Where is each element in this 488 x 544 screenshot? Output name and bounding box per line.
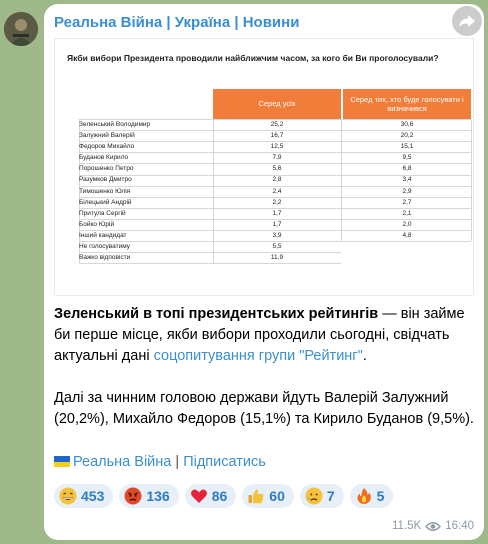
reaction-count: 86 bbox=[211, 488, 228, 504]
row-divider bbox=[79, 163, 471, 164]
value-decided: 9,5 bbox=[402, 154, 412, 162]
grin-emoji-icon bbox=[59, 487, 77, 505]
p1-rest: — він займе би перше місце, якби вибори проходили сьогодні, свідчать актуальні дані bbox=[54, 306, 465, 364]
column-header-decided: Серед тих, хто буде голосувати і визначився bbox=[343, 89, 471, 119]
row-divider bbox=[79, 263, 341, 264]
message-text bbox=[54, 304, 474, 430]
message-meta bbox=[392, 520, 474, 532]
candidate-name: Буданов Кирило bbox=[79, 154, 129, 162]
reaction-count: 453 bbox=[81, 488, 105, 504]
reaction-button[interactable] bbox=[54, 484, 113, 508]
value-decided: 6,8 bbox=[402, 165, 412, 173]
row-divider bbox=[79, 186, 471, 187]
bold-lead: Зеленський в топі президентських рейтингів bbox=[54, 306, 379, 322]
poll-question: Якби вибори Президента проводили найближчим часом, за кого би Ви проголосували? bbox=[67, 53, 439, 63]
reaction-count: 60 bbox=[269, 488, 285, 504]
row-divider bbox=[79, 175, 471, 176]
reaction-count: 7 bbox=[326, 488, 335, 504]
poll-source-link[interactable]: соцопитування групи "Рейтинг" bbox=[153, 348, 363, 364]
footer-links bbox=[54, 454, 266, 470]
value-all: 1,7 bbox=[272, 209, 282, 217]
message-bubble bbox=[44, 4, 484, 540]
channel-link[interactable]: Реальна Війна bbox=[73, 454, 172, 470]
candidate-name: Бойко Юрій bbox=[79, 220, 115, 228]
candidate-name: Федоров Михайло bbox=[79, 143, 135, 151]
value-decided: 2,0 bbox=[402, 220, 412, 228]
reactions-bar bbox=[54, 484, 393, 508]
angry-emoji-icon bbox=[124, 487, 142, 505]
value-all: 1,7 bbox=[272, 220, 282, 228]
value-all: 2,2 bbox=[272, 198, 282, 206]
channel-title[interactable]: Реальна Війна | Україна | Новини bbox=[54, 14, 300, 31]
value-decided: 20,2 bbox=[400, 132, 414, 140]
poll-table-image[interactable] bbox=[54, 38, 474, 296]
value-all: 12,5 bbox=[270, 143, 284, 151]
value-all: 5,5 bbox=[272, 243, 282, 251]
value-decided: 2,7 bbox=[402, 198, 412, 206]
column-divider bbox=[471, 119, 472, 241]
value-all: 11,9 bbox=[270, 254, 284, 262]
candidate-name: Білецький Андрій bbox=[79, 198, 132, 206]
candidate-name: Разумков Дмитро bbox=[79, 176, 132, 184]
value-decided: 4,8 bbox=[402, 231, 412, 239]
row-divider bbox=[79, 208, 471, 209]
thumbs-up-emoji-icon bbox=[247, 487, 265, 505]
share-arrow-icon bbox=[452, 6, 482, 36]
view-count: 11.5K bbox=[392, 520, 422, 532]
reaction-count: 136 bbox=[146, 488, 170, 504]
value-all: 2,8 bbox=[272, 176, 282, 184]
forward-button[interactable] bbox=[452, 6, 482, 36]
reaction-button[interactable] bbox=[185, 484, 237, 508]
column-divider bbox=[341, 119, 342, 241]
sad-emoji-icon bbox=[305, 487, 323, 505]
value-all: 25,2 bbox=[270, 121, 284, 128]
row-divider bbox=[79, 152, 471, 153]
fire-emoji-icon bbox=[355, 487, 373, 505]
p1-end: . bbox=[362, 348, 367, 364]
value-all: 16,7 bbox=[270, 132, 284, 140]
row-divider bbox=[79, 219, 471, 220]
candidate-name: Зеленський Володимир bbox=[79, 121, 151, 128]
column-header-all: Серед усіх bbox=[213, 89, 341, 119]
reaction-button[interactable] bbox=[242, 484, 294, 508]
paragraph-1 bbox=[54, 304, 474, 367]
reaction-count: 5 bbox=[376, 488, 385, 504]
value-decided: 2,1 bbox=[402, 209, 412, 217]
value-all: 5,6 bbox=[272, 165, 282, 173]
value-all: 2,4 bbox=[272, 187, 282, 195]
footer-separator: | bbox=[175, 454, 180, 470]
candidate-name: Не голосуватиму bbox=[79, 243, 131, 251]
candidate-name: Залужний Валерій bbox=[79, 132, 135, 140]
heart-emoji-icon bbox=[190, 487, 208, 505]
eye-icon bbox=[425, 521, 441, 532]
reaction-button[interactable] bbox=[119, 484, 178, 508]
reaction-button[interactable] bbox=[350, 484, 394, 508]
value-all: 7,9 bbox=[272, 154, 282, 162]
row-divider bbox=[79, 197, 471, 198]
value-decided: 2,9 bbox=[402, 187, 412, 195]
row-divider bbox=[79, 230, 471, 231]
row-divider bbox=[79, 130, 471, 131]
candidate-name: Інший кандидат bbox=[79, 231, 127, 239]
paragraph-2: Далі за чинним головою держави йдуть Валерій Залужний (20,2%), Михайло Федоров (15,1%) та Кирило Буданов (9,5%). bbox=[54, 390, 474, 427]
value-decided: 15,1 bbox=[400, 143, 414, 151]
candidate-name: Важко відповісти bbox=[79, 254, 131, 262]
row-divider bbox=[79, 119, 471, 120]
candidate-name: Тимошенко Юлія bbox=[79, 187, 131, 195]
channel-avatar[interactable] bbox=[4, 12, 38, 46]
ukraine-flag-icon bbox=[54, 456, 70, 467]
message-time: 16:40 bbox=[445, 520, 474, 532]
row-divider bbox=[79, 241, 471, 242]
row-divider bbox=[79, 141, 471, 142]
candidate-name: Порошенко Петро bbox=[79, 165, 134, 173]
value-all: 3,9 bbox=[272, 231, 282, 239]
reaction-button[interactable] bbox=[300, 484, 344, 508]
value-decided: 3,4 bbox=[402, 176, 412, 184]
value-decided: 30,6 bbox=[400, 121, 414, 128]
subscribe-link[interactable]: Підписатись bbox=[183, 454, 266, 470]
candidate-name: Притула Сергій bbox=[79, 209, 126, 217]
